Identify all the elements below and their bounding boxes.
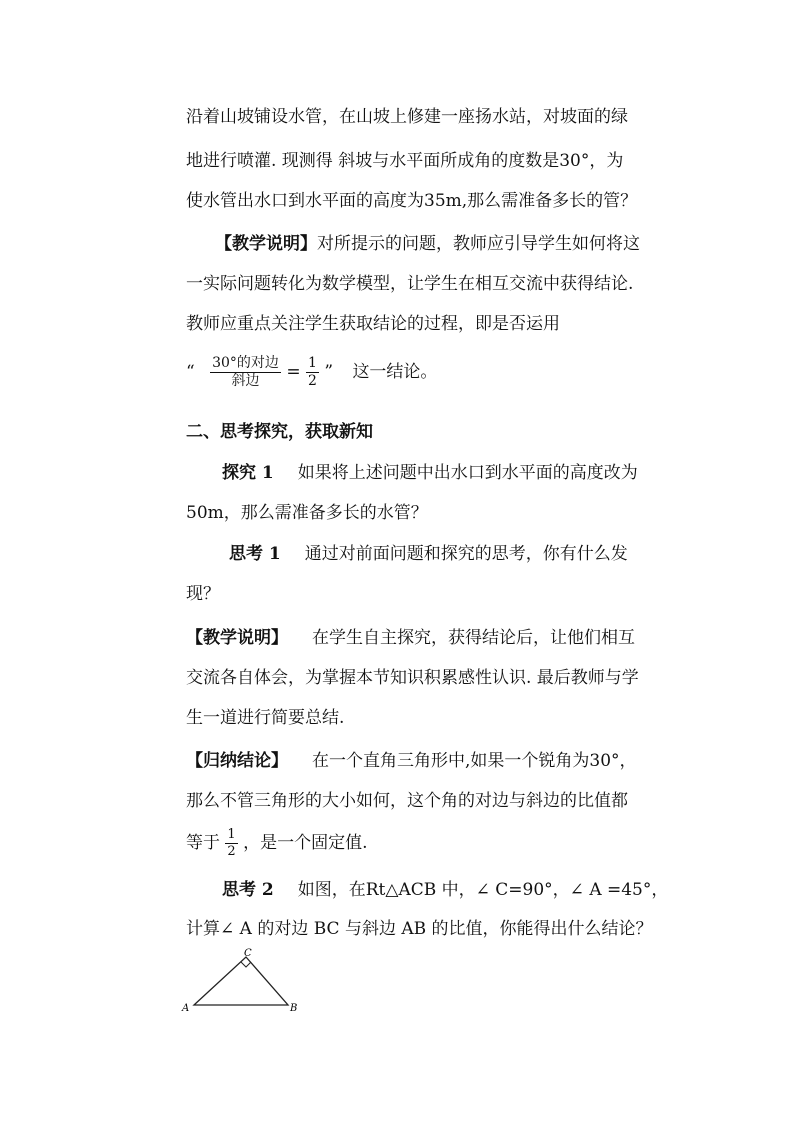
- teaching-note-2-line-3: 生一道进行简要总结.: [186, 708, 345, 728]
- think-1-text: 通过对前面问题和探究的思考，你有什么发: [304, 544, 628, 564]
- think-2-line-2: 计算∠ A 的对边 BC 与斜边 AB 的比值，你能得出什么结论？: [186, 919, 653, 939]
- half-numerator: 1: [308, 355, 317, 371]
- conclusion-half-fraction: [225, 827, 237, 860]
- intro-line-2: 地进行喷灌. 现测得 斜坡与水平面所成角的度数是30°，为: [186, 151, 624, 171]
- quote-close: ”: [324, 362, 334, 382]
- think-2-text: 如图，在Rt△ACB 中，∠ C=90°，∠ A =45°，: [297, 880, 669, 900]
- ratio-fraction: [210, 355, 281, 390]
- think-2-label: 思考 2: [222, 880, 274, 900]
- teaching-note-2-line-2: 交流各自体会，为掌握本节知识积累感性认识. 最后教师与学: [186, 668, 639, 688]
- think-1-label: 思考 1: [229, 544, 281, 564]
- explore-1-text: 如果将上述问题中出水口到水平面的高度改为: [297, 463, 638, 483]
- formula-line: [186, 352, 686, 392]
- conclusion-text: 在一个直角三角形中,如果一个锐角为30°，: [312, 751, 637, 771]
- triangle-figure: [178, 945, 308, 1017]
- explore-1-label: 探究 1: [222, 463, 274, 483]
- teaching-note-1-line-2: 一实际问题转化为数学模型，让学生在相互交流中获得结论.: [186, 274, 634, 294]
- formula-tail: 这一结论。: [352, 362, 438, 382]
- vertex-label-a: A: [182, 1003, 190, 1014]
- section-2-title: 二、思考探究，获取新知: [186, 422, 373, 442]
- explore-1-line-2: 50m，那么需准备多长的水管？: [186, 503, 428, 523]
- intro-line-3: 使水管出水口到水平面的高度为35m,那么需准备多长的管？: [186, 191, 638, 211]
- explore-1-line-1: [222, 461, 722, 485]
- think-1-line-1: [229, 542, 729, 566]
- teaching-note-2-label: 【教学说明】: [186, 628, 288, 648]
- quote-open: “: [186, 362, 195, 382]
- vertex-label-b: B: [290, 1003, 298, 1014]
- intro-line-1: 沿着山坡铺设水管，在山坡上修建一座扬水站，对坡面的绿: [186, 107, 628, 127]
- ratio-denominator: 斜边: [231, 373, 260, 389]
- half-fraction: [306, 355, 319, 390]
- think-1-line-2: 现？: [186, 584, 220, 604]
- teaching-note-2-text: 在学生自主探究，获得结论后，让他们相互: [312, 628, 635, 648]
- teaching-note-2-line-1: [186, 626, 686, 650]
- conclusion-line-1: [186, 749, 686, 773]
- teaching-note-text: 对所提示的问题，教师应引导学生如何将这: [317, 234, 640, 254]
- conclusion-label: 【归纳结论】: [186, 751, 288, 771]
- think-2-line-1: [222, 878, 722, 902]
- conclusion-half-numerator: 1: [227, 827, 236, 842]
- teaching-note-1-line-3: 教师应重点关注学生获取结论的过程，即是否运用: [186, 314, 560, 334]
- teaching-note-label: 【教学说明】: [215, 234, 317, 254]
- teaching-note-1-line-1: [215, 232, 715, 256]
- conclusion-line-2: 那么不管三角形的大小如何，这个角的对边与斜边的比值都: [186, 791, 628, 811]
- vertex-label-c: C: [244, 948, 252, 959]
- ratio-numerator: 30°的对边: [212, 355, 279, 371]
- conclusion-pre: 等于: [186, 833, 220, 853]
- right-angle-mark: [241, 962, 251, 967]
- conclusion-line-3: [186, 822, 686, 864]
- conclusion-half-denominator: 2: [227, 844, 236, 859]
- half-denominator: 2: [308, 373, 317, 389]
- conclusion-post: ，是一个固定值.: [243, 833, 368, 853]
- equals-sign: =: [286, 362, 301, 382]
- triangle-acb: [194, 957, 288, 1005]
